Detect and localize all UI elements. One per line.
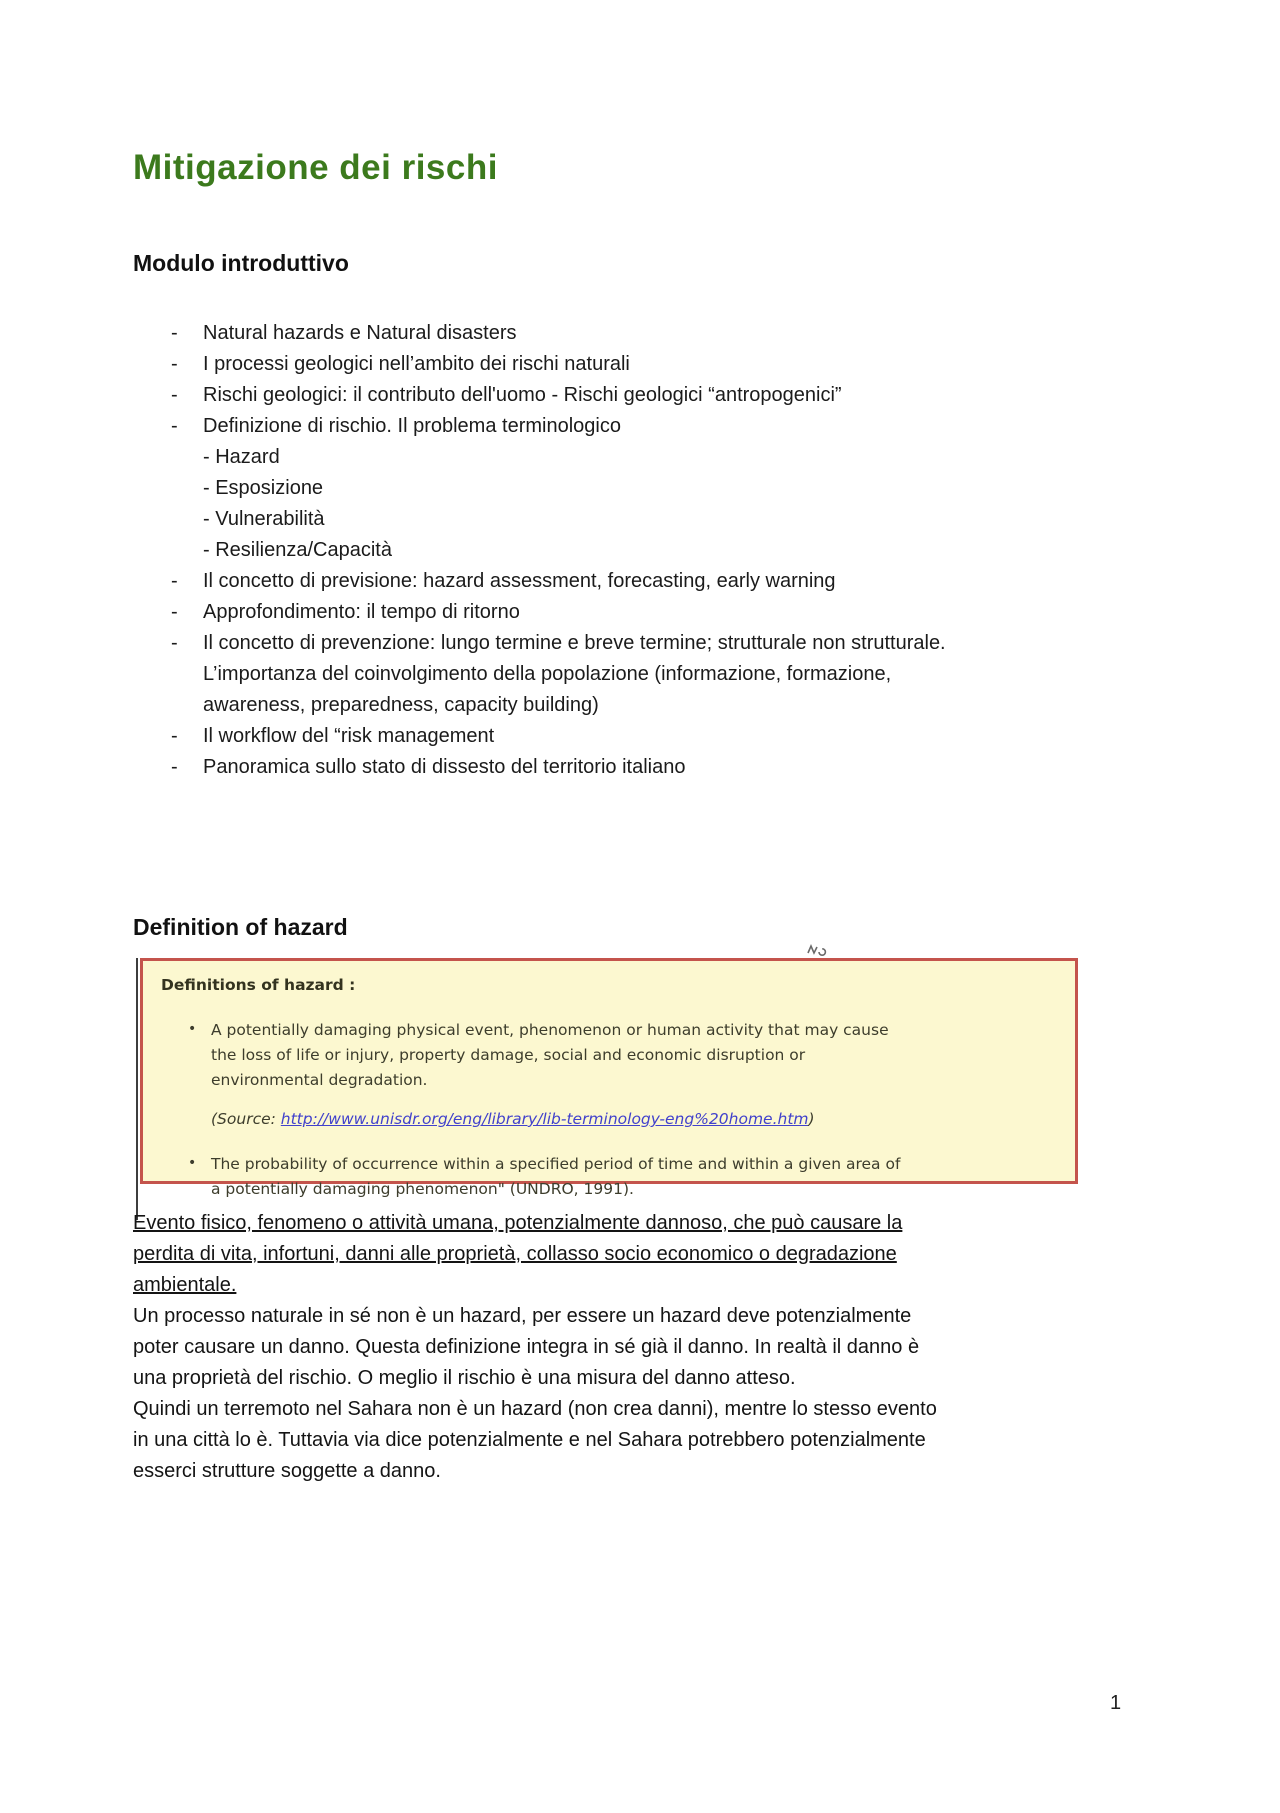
definitions-of-hazard-box <box>140 958 1078 1198</box>
list-item-line: awareness, preparedness, capacity building) <box>203 694 599 716</box>
list-item <box>133 380 1113 411</box>
list-item-label: - Esposizione <box>203 477 324 499</box>
list-item-label: Approfondimento: il tempo di ritorno <box>203 601 520 623</box>
bullet-line: the loss of life or injury, property damage, social and economic disruption or <box>211 1046 806 1064</box>
paragraph-line: ambientale. <box>133 1274 237 1296</box>
list-subitem <box>133 504 1113 535</box>
paragraph-line: Quindi un terremoto nel Sahara non è un hazard (non crea danni), mentre lo stesso evento <box>133 1398 937 1420</box>
list-item-label: I processi geologici nell’ambito dei rischi naturali <box>203 353 630 375</box>
paragraph-line: perdita di vita, infortuni, danni alle proprietà, collasso socio economico o degradazione <box>133 1243 897 1265</box>
list-item-line: - Il concetto di prevenzione: lungo termine e breve termine; strutturale non strutturale. <box>203 632 946 654</box>
list-subitem <box>133 535 1113 566</box>
bullet-line: a potentially damaging phenomenon" (UNDRO, 1991). <box>211 1180 634 1198</box>
list-item <box>133 752 1113 783</box>
paragraph-line: Un processo naturale in sé non è un hazard, per essere un hazard deve potenzialmente <box>133 1305 912 1327</box>
list-item <box>133 411 1113 442</box>
source-suffix: ) <box>808 1110 815 1128</box>
paragraph-processo-naturale <box>133 1301 1113 1394</box>
source-link[interactable]: http://www.unisdr.org/eng/library/lib-terminology-eng%20home.htm <box>280 1110 809 1128</box>
section-heading-definition-of-hazard: Definition of hazard <box>133 914 348 940</box>
paragraph-line: Evento fisico, fenomeno o attività umana, potenzialmente dannoso, che può causare la <box>133 1212 903 1234</box>
list-item-label: Natural hazards e Natural disasters <box>203 322 517 344</box>
definition-bullet-1 <box>143 1018 1075 1093</box>
list-item <box>133 349 1113 380</box>
list-item-label: - Resilienza/Capacità <box>203 539 392 561</box>
list-item <box>133 318 1113 349</box>
list-item-label: Il workflow del “risk management <box>203 725 495 747</box>
box-left-rule <box>136 958 138 1220</box>
source-prefix: (Source: <box>211 1110 281 1128</box>
list-item <box>133 566 1113 597</box>
list-subitem <box>133 442 1113 473</box>
definition-bullet-2 <box>143 1152 1075 1202</box>
body-text <box>133 1208 1113 1487</box>
source-line <box>211 1107 1075 1132</box>
page-title: Mitigazione dei rischi <box>133 148 498 187</box>
paragraph-line: in una città lo è. Tuttavia via dice potenzialmente e nel Sahara potrebbero potenzialmente <box>133 1429 926 1451</box>
paragraph-line: esserci strutture soggette a danno. <box>133 1460 441 1482</box>
list-item-line: L’importanza del coinvolgimento della popolazione (informazione, formazione, <box>203 663 892 685</box>
list-item-label: Definizione di rischio. Il problema terminologico <box>203 415 621 437</box>
paragraph-line: una proprietà del rischio. O meglio il rischio è una misura del danno atteso. <box>133 1367 796 1389</box>
list-item <box>133 628 1113 721</box>
page-number: 1 <box>1110 1692 1122 1714</box>
list-item-label: Il concetto di previsione: hazard assessment, forecasting, early warning <box>203 570 836 592</box>
hazard-definition-italian-underlined <box>133 1208 1113 1301</box>
list-item-label: Panoramica sullo stato di dissesto del territorio italiano <box>203 756 686 778</box>
list-item-label: - Hazard <box>203 446 280 468</box>
list-item-label: Rischi geologici: il contributo dell'uomo - Rischi geologici “antropogenici” <box>203 384 842 406</box>
definitions-box-title: Definitions of hazard : <box>161 976 356 994</box>
list-item <box>133 721 1113 752</box>
paragraph-terremoto-sahara <box>133 1394 1113 1487</box>
bullet-line: • A potentially damaging physical event, phenomenon or human activity that may cause <box>211 1021 889 1039</box>
paragraph-line: poter causare un danno. Questa definizione integra in sé già il danno. In realtà il danno è <box>133 1336 920 1358</box>
list-item-label: - Vulnerabilità <box>203 508 325 530</box>
bullet-line: environmental degradation. <box>211 1071 428 1089</box>
section-heading-modulo-introduttivo: Modulo introduttivo <box>133 250 349 276</box>
list-subitem <box>133 473 1113 504</box>
cursor-artifact-icon <box>806 942 828 958</box>
intro-topic-list <box>133 318 1113 783</box>
bullet-line: • The probability of occurrence within a specified period of time and within a given area of <box>211 1155 901 1173</box>
list-item <box>133 597 1113 628</box>
